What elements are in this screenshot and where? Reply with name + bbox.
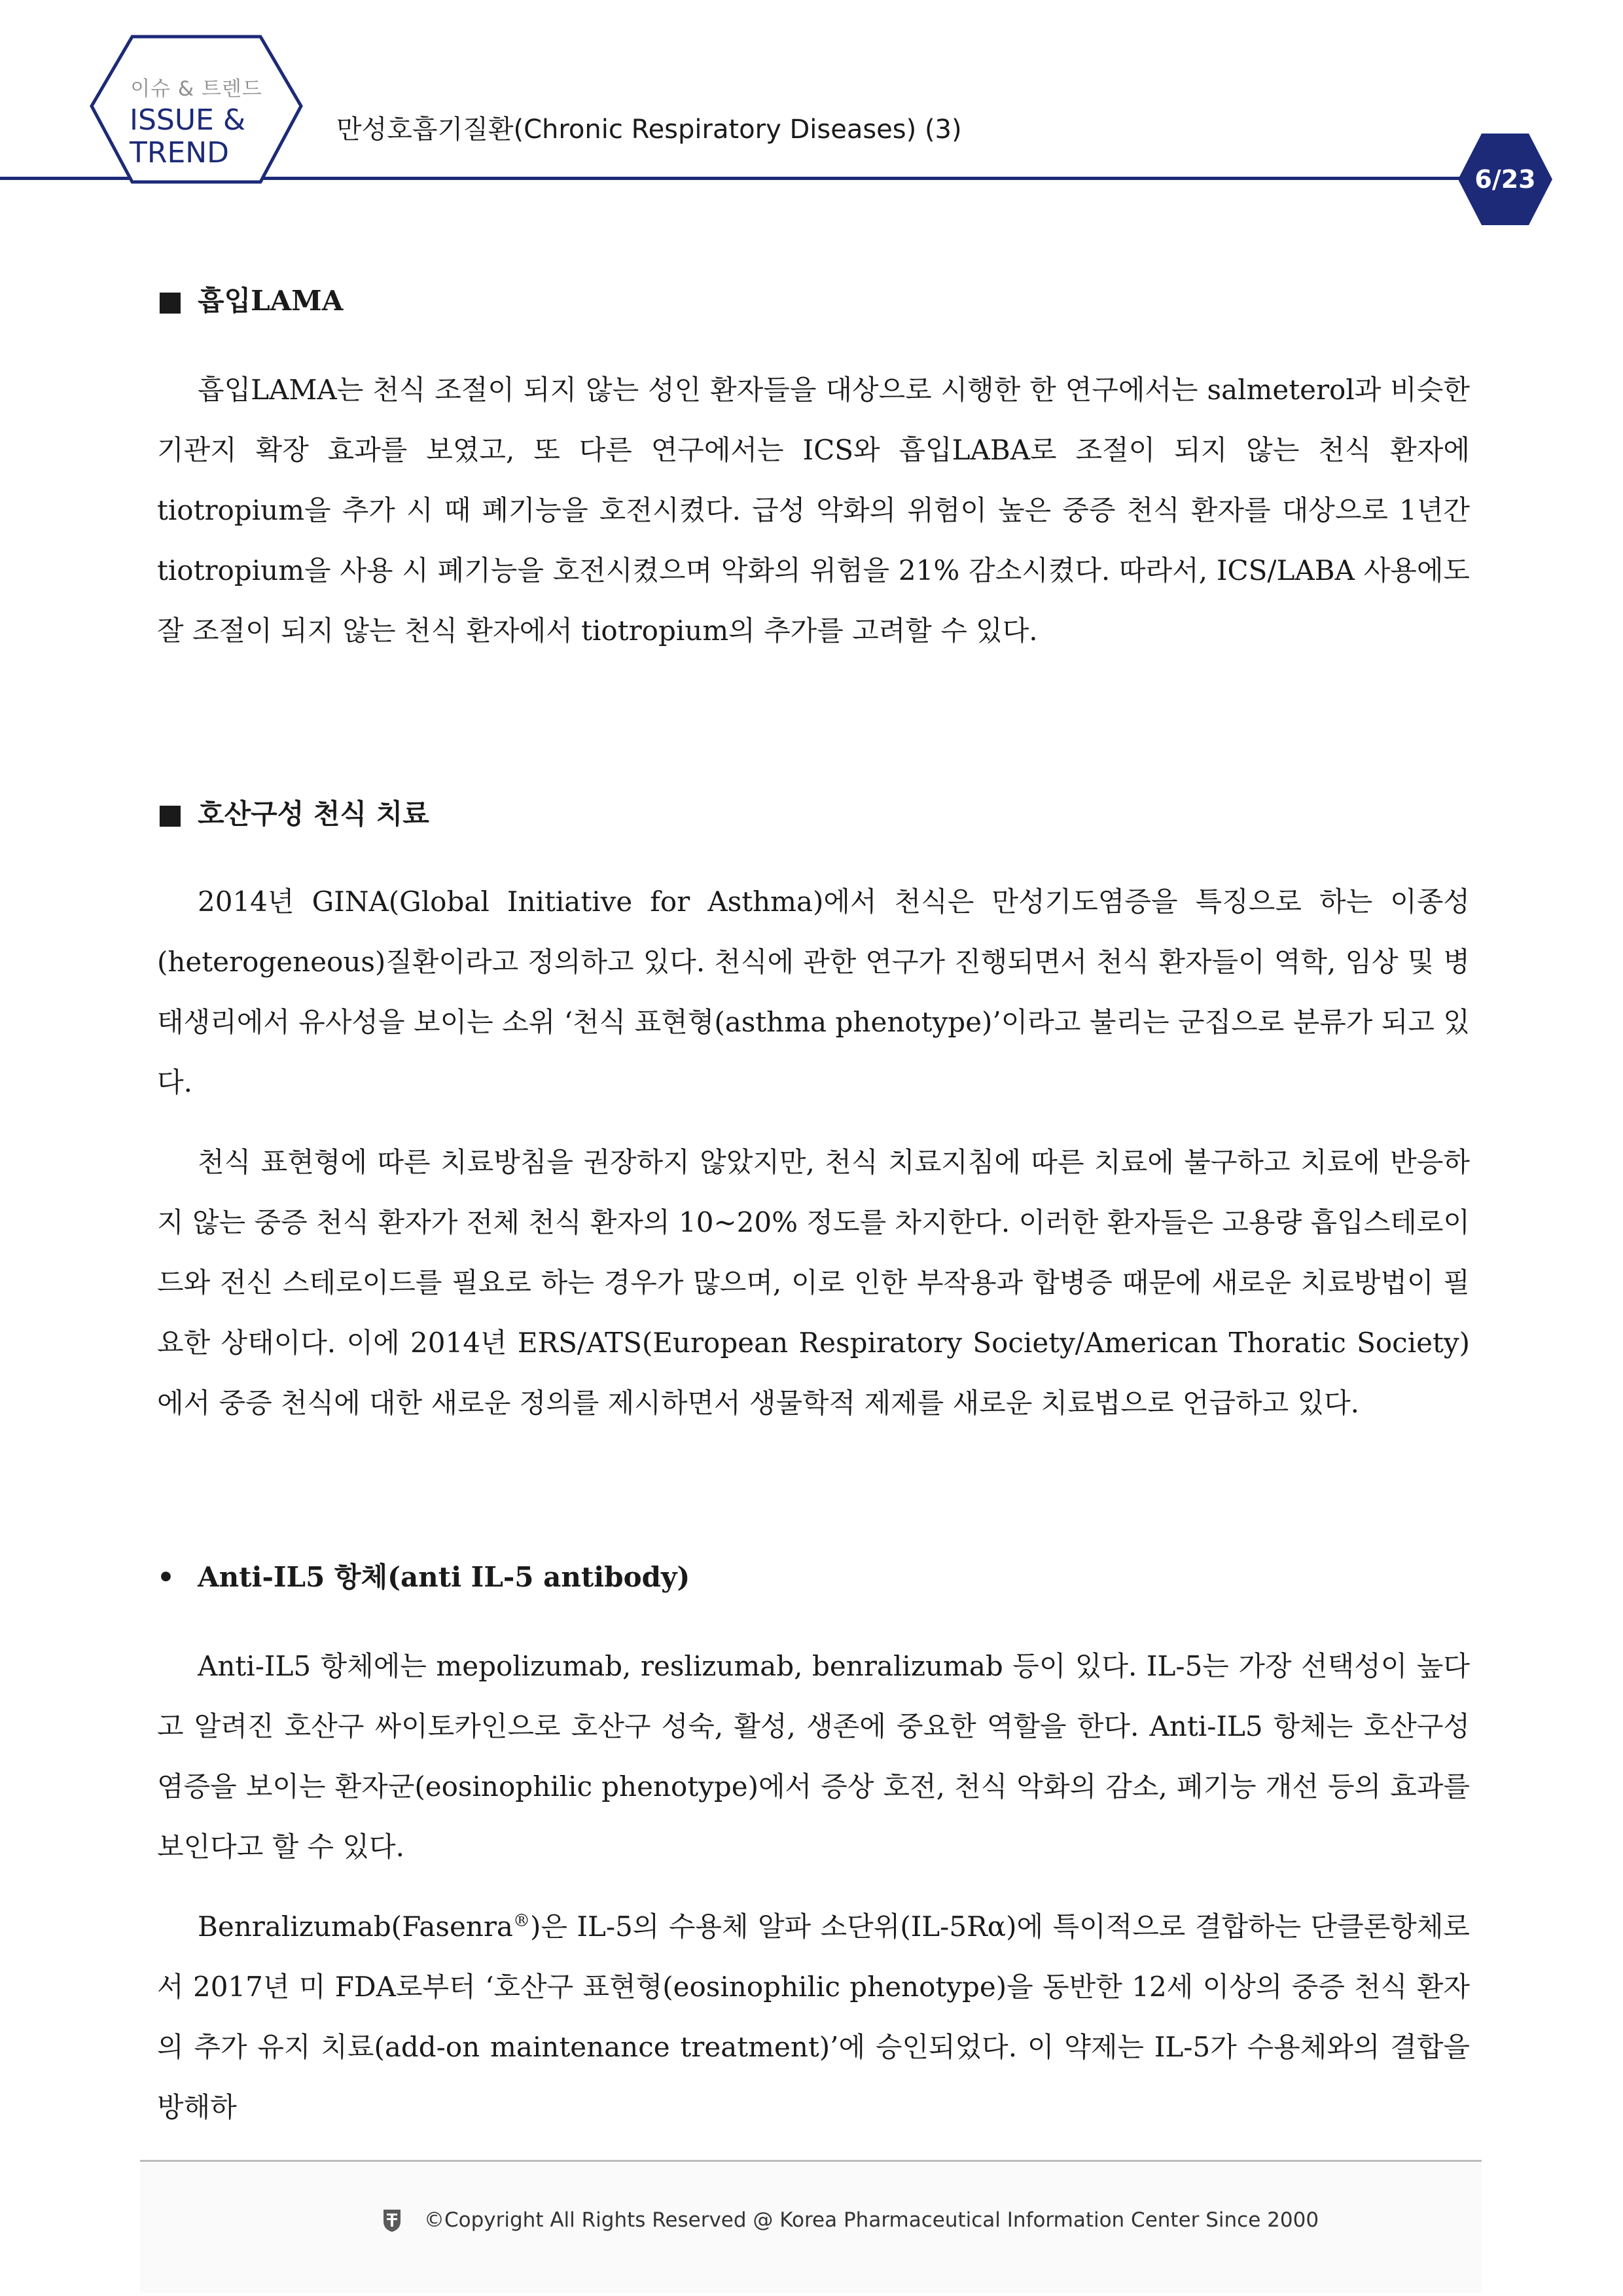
section-heading-text: Anti-IL5 항체(anti IL-5 antibody) [198,1561,690,1593]
paragraph-anti-il5: Anti-IL5 항체에는 mepolizumab, reslizumab, benralizumab 등이 있다. IL-5는 가장 선택성이 높다고 알려진 호산구 싸이토카인으로 호산구 성숙, 활성, 생존에 중요한 역할을 한다. Anti-IL5 항체는 호산구성 염증을 보이는 환자군(eosinophilic phenotype)에서 증상 호전, 천식 악화의 감소, 폐기능 개선 등의 효과를 보인다고 할 수 있다. [157,1650,1470,1863]
dot-bullet-icon: • [157,1561,175,1593]
footer-rule [140,2160,1482,2162]
square-bullet-icon: ■ [157,285,183,317]
badge-issue-label: ISSUE & [130,103,246,137]
paragraph-gina-definition: 2014년 GINA(Global Initiative for Asthma)에서 천식은 만성기도염증을 특징으로 하는 이종성(heterogeneous)질환이라고 정의하고 있다. 천식에 관한 연구가 진행되면서 천식 환자들이 역학, 임상 및 병태생리에서 유사성을 보이는 소위 ‘천식 표현형(asthma phenotype)’이라고 불리는 군집으로 분류가 되고 있다. [157,886,1470,1098]
paragraph-text-rest: )은 IL-5의 수용체 알파 소단위(IL-5Rα)에 특이적으로 결합하는 단클론항체로서 2017년 미 FDA로부터 ‘호산구 표현형(eosinophilic phenotype)을 동반한 12세 이상의 중증 천식 환자의 추가 유지 치료(add-on maintenance treatment)’에 승인되었다. 이 약제는 IL-5가 수용체와의 결합을 방해하 [157,1910,1470,2123]
shield-logo-icon [382,2208,402,2233]
paragraph-lama: 흡입LAMA는 천식 조절이 되지 않는 성인 환자들을 대상으로 시행한 한 연구에서는 salmeterol과 비슷한 기관지 확장 효과를 보였고, 또 다른 연구에서는 ICS와 흡입LABA로 조절이 되지 않는 천식 환자에 tiotropium을 추가 시 때 폐기능을 호전시켰다. 급성 악화의 위험이 높은 중증 천식 환자를 대상으로 1년간 tiotropium을 사용 시 폐기능을 호전시켰으며 악화의 위험을 21% 감소시켰다. 따라서, ICS/LABA 사용에도 잘 조절이 되지 않는 천식 환자에서 tiotropium의 추가를 고려할 수 있다. [157,374,1470,647]
paragraph-text-start: Benralizumab(Fasenra [198,1910,513,1943]
section-heading-lama [157,281,1470,321]
section-heading-text: 흡입LAMA [198,285,344,317]
paragraph-benralizumab [157,1897,1470,2138]
document-title: 만성호흡기질환(Chronic Respiratory Diseases) (3) [336,115,962,145]
page-number: 6/23 [1474,165,1536,194]
paragraph-severe-asthma: 천식 표현형에 따른 치료방침을 권장하지 않았지만, 천식 치료지침에 따른 치료에 불구하고 치료에 반응하지 않는 중증 천식 환자가 전체 천식 환자의 10~20% 정도를 차지한다. 이러한 환자들은 고용량 흡입스테로이드와 전신 스테로이드를 필요로 하는 경우가 많으며, 이로 인한 부작용과 합병증 때문에 새로운 치료방법이 필요한 상태이다. 이에 2014년 ERS/ATS(European Respiratory Society/American Thoratic Society)에서 중증 천식에 대한 새로운 정의를 제시하면서 생물학적 제제를 새로운 치료법으로 언급하고 있다. [157,1146,1470,1419]
section-heading-text: 호산구성 천식 치료 [198,798,429,830]
section-heading-anti-il5 [157,1558,1470,1597]
badge-trend-label: TREND [130,136,230,170]
footer-copyright: ©Copyright All Rights Reserved @ Korea Pharmaceutical Information Center Since 2000 [424,2208,1319,2232]
issue-trend-badge [89,34,304,186]
registered-mark: ® [512,1911,530,1931]
square-bullet-icon: ■ [157,798,183,830]
document-body [157,268,1470,2138]
section-heading-eosinophilic-asthma [157,795,1470,834]
badge-korean-label: 이슈 & 트렌드 [130,77,262,101]
